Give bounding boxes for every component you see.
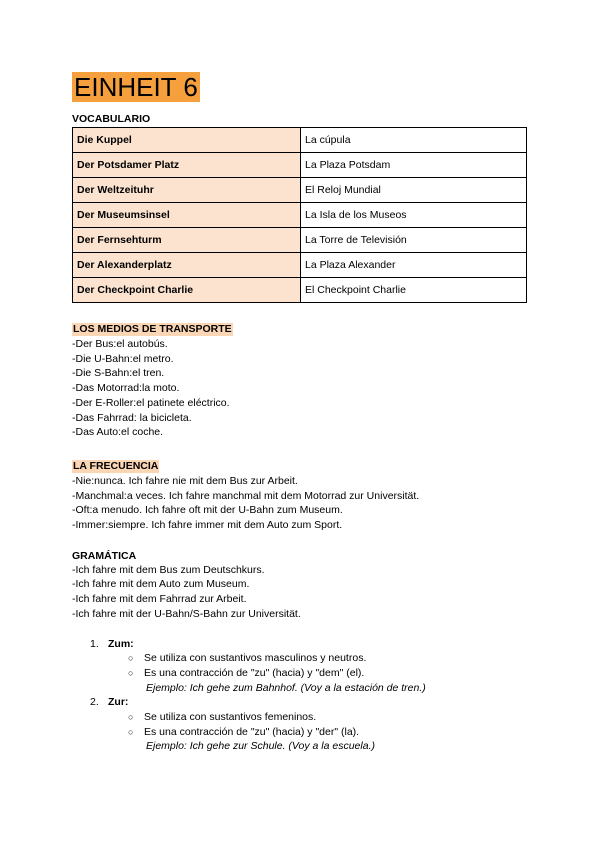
list-item: -Der E-Roller:el patinete eléctrico. [72,396,230,409]
list-item: -Ich fahre mit dem Fahrrad zur Arbeit. [72,593,247,606]
spanish-term: El Checkpoint Charlie [301,278,527,303]
vocabulary-table [72,127,527,303]
table-row [73,153,527,178]
german-term: Der Weltzeituhr [73,178,301,203]
rule-example: Ejemplo: Ich gehe zum Bahnhof. (Voy a la estación de tren.) [146,681,426,694]
german-term: Der Museumsinsel [73,203,301,228]
table-row [73,228,527,253]
transport-section [72,319,528,440]
grammar-rules-list [72,637,528,755]
list-item: -Der Bus:el autobús. [72,338,168,350]
spanish-term: La Torre de Televisión [301,228,527,253]
list-item: -Ich fahre mit der U-Bahn/S-Bahn zur Universität. [72,607,301,620]
rule-bullet [72,666,528,681]
rule-heading: Zum: [108,637,134,650]
german-term: Der Alexanderplatz [73,253,301,278]
spanish-term: La Plaza Potsdam [301,153,527,178]
table-row [73,178,527,203]
german-term: Der Fernsehturm [73,228,301,253]
german-term: Die Kuppel [73,128,301,153]
circle-bullet-icon: ○ [128,726,134,737]
spanish-term: La Plaza Alexander [301,253,527,278]
list-item: -Oft:a menudo. Ich fahre oft mit der U-Bahn zum Museum. [72,504,343,517]
rule-bullet-text: Es una contracción de "zu" (hacia) y "der" (la). [144,725,360,738]
rule-bullet-text: Se utiliza con sustantivos masculinos y neutros. [144,652,367,665]
frequency-section [72,456,528,533]
list-item: -Die U-Bahn:el metro. [72,352,174,365]
circle-bullet-icon: ○ [128,667,134,678]
transport-heading: LOS MEDIOS DE TRANSPORTE [73,323,232,335]
list-item: -Ich fahre mit dem Bus zum Deutschkurs. [72,563,265,576]
german-term: Der Potsdamer Platz [73,153,301,178]
list-item: -Die S-Bahn:el tren. [72,367,165,380]
rule-number: 1. [90,637,99,650]
spanish-term: La cúpula [301,128,527,153]
list-item: -Das Auto:el coche. [72,426,164,439]
rule-bullet [72,710,528,725]
spanish-term: La Isla de los Museos [301,203,527,228]
grammar-section [72,549,528,754]
rule-item [72,637,528,652]
list-item: -Immer:siempre. Ich fahre immer mit dem Auto zum Sport. [72,519,343,532]
table-row [73,128,527,153]
rule-bullet-text: Es una contracción de "zu" (hacia) y "dem" (el). [144,666,365,679]
document-page [72,72,528,754]
rule-bullet [72,651,528,666]
table-row [73,278,527,303]
rule-example: Ejemplo: Ich gehe zur Schule. (Voy a la escuela.) [146,740,375,753]
list-item: -Das Fahrrad: la bicicleta. [72,411,192,424]
table-row [73,203,527,228]
list-item: -Das Motorrad:la moto. [72,382,180,395]
circle-bullet-icon: ○ [128,653,134,664]
frequency-heading: LA FRECUENCIA [73,459,159,472]
rule-item [72,695,528,710]
list-item: -Ich fahre mit dem Auto zum Museum. [72,578,250,591]
list-item: -Nie:nunca. Ich fahre nie mit dem Bus zur Arbeit. [72,474,298,487]
german-term: Der Checkpoint Charlie [73,278,301,303]
rule-bullet-text: Se utiliza con sustantivos femeninos. [144,711,317,724]
rule-number: 2. [90,696,99,709]
rule-heading: Zur: [108,696,129,709]
grammar-heading: GRAMÁTICA [72,549,137,562]
list-item: -Manchmal:a veces. Ich fahre manchmal mit dem Motorrad zur Universität. [72,489,420,502]
circle-bullet-icon: ○ [128,712,134,723]
page-title: EINHEIT 6 [74,72,198,102]
rule-bullet [72,725,528,740]
table-row [73,253,527,278]
spanish-term: El Reloj Mundial [301,178,527,203]
vocabulary-heading: VOCABULARIO [72,113,151,125]
